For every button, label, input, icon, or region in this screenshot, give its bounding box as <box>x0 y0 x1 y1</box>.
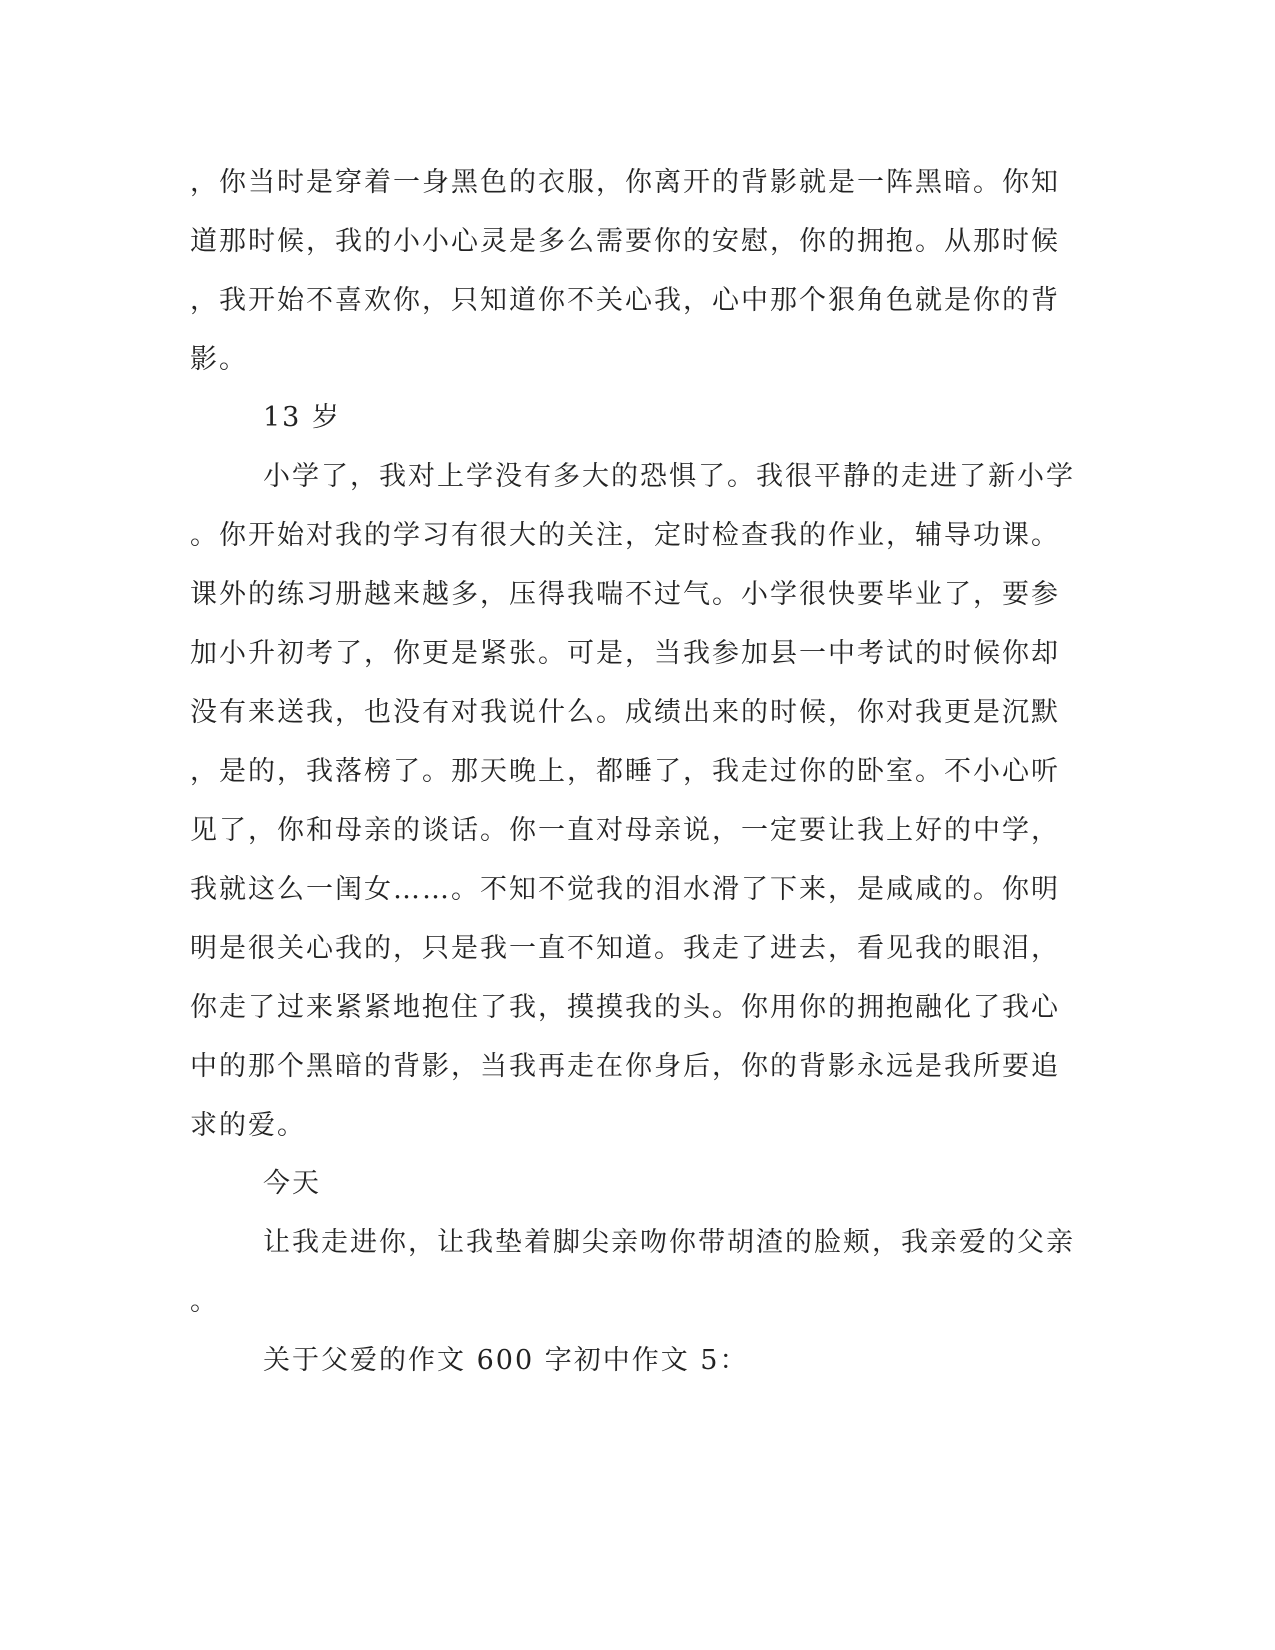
paragraph-line: 见了，你和母亲的谈话。你一直对母亲说，一定要让我上好的中学， <box>190 815 1060 846</box>
paragraph-line: 。 <box>190 1286 219 1317</box>
paragraph-line: 加小升初考了，你更是紧张。可是，当我参加县一中考试的时候你却 <box>190 638 1060 669</box>
paragraph-line: 影。 <box>190 344 248 375</box>
paragraph-line: ，我开始不喜欢你，只知道你不关心我，心中那个狠角色就是你的背 <box>190 285 1060 316</box>
paragraph-line: 明是很关心我的，只是我一直不知道。我走了进去，看见我的眼泪， <box>190 933 1060 964</box>
paragraph-line: 小学了，我对上学没有多大的恐惧了。我很平静的走进了新小学 <box>263 461 1075 492</box>
paragraph-line: 没有来送我，也没有对我说什么。成绩出来的时候，你对我更是沉默 <box>190 697 1060 728</box>
essay-title: 关于父爱的作文 600 字初中作文 5： <box>263 1345 749 1376</box>
paragraph-line: 道那时候，我的小小心灵是多么需要你的安慰，你的拥抱。从那时候 <box>190 226 1060 257</box>
section-heading: 13 岁 <box>263 402 341 433</box>
paragraph-line: 让我走进你，让我垫着脚尖亲吻你带胡渣的脸颊，我亲爱的父亲 <box>263 1227 1075 1258</box>
paragraph-line: 我就这么一闺女……。不知不觉我的泪水滑了下来，是咸咸的。你明 <box>190 874 1060 905</box>
paragraph-line: 。你开始对我的学习有很大的关注，定时检查我的作业，辅导功课。 <box>190 520 1060 551</box>
paragraph-line: ，你当时是穿着一身黑色的衣服，你离开的背影就是一阵黑暗。你知 <box>190 167 1060 198</box>
paragraph-line: 课外的练习册越来越多，压得我喘不过气。小学很快要毕业了，要参 <box>190 579 1060 610</box>
section-heading: 今天 <box>263 1168 321 1199</box>
paragraph-line: 中的那个黑暗的背影，当我再走在你身后，你的背影永远是我所要追 <box>190 1051 1060 1082</box>
paragraph-line: 你走了过来紧紧地抱住了我，摸摸我的头。你用你的拥抱融化了我心 <box>190 992 1060 1023</box>
paragraph-line: 求的爱。 <box>190 1110 306 1141</box>
paragraph-line: ，是的，我落榜了。那天晚上，都睡了，我走过你的卧室。不小心听 <box>190 756 1060 787</box>
